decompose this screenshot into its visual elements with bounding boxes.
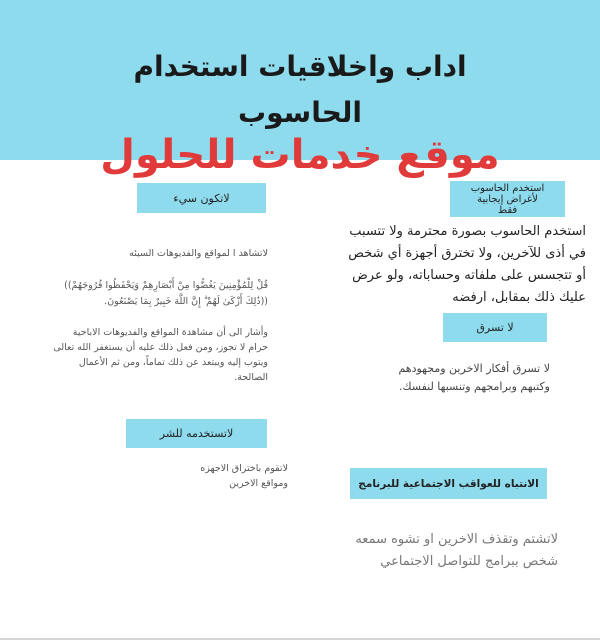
left-paragraph-2: وأشار الى أن مشاهدة المواقع والفديوهات الاباحية حرام لا تجوز، ومن فعل ذلك عليه أن يستغفر الله تعالى ويتوب إليه ويبتعد عن ذلك تماماً، ومن ثم الأعمال الصالحة.: [53, 327, 268, 383]
title-line-2: الحاسوب: [237, 96, 363, 129]
left-paragraph-3: لاتقوم باختراق الاجهزه ومواقع الاخرين: [200, 463, 288, 489]
title-line-1: اداب واخلاقيات استخدام: [133, 50, 467, 83]
right-paragraph-3: لاتشتم وتقذف الاخرين او تشوه سمعه شخص ببرامج للتواصل الاجتماعي: [355, 532, 558, 569]
right-paragraph-1: استخدم الحاسوب بصورة محترمة ولا تتسبب في أذى للآخرين، ولا تخترق أجهزة أي شخص أو تتجسس على ملفاته وحساباته، ولو عرض عليك ذلك بمقابل، ارفضه: [348, 224, 586, 305]
right-heading-3: الانتباه للعواقب الاجتماعية للبرنامج: [358, 477, 539, 490]
left-heading-box-1: [137, 183, 266, 213]
left-paragraph-1: لاتشاهد ا لمواقع والفديوهات السيئه: [129, 248, 268, 259]
right-heading-box-3: [350, 468, 547, 499]
right-heading-box-1: استخدم الحاسوب لأغراض إيجابية فقط: [450, 181, 565, 217]
left-heading-box-2: [126, 419, 267, 448]
left-heading-2: لاتستخدمه للشر: [159, 427, 234, 440]
page-title: [60, 44, 540, 136]
right-paragraph-2: لا تسرق أفكار الاخرين ومجهودهم وكتبهم وبرامجهم وتنسبها لنفسك.: [398, 362, 550, 393]
watermark-text: موقع خدمات للحلول: [100, 132, 500, 178]
left-quote: قُلْ لِلْمُؤْمِنِينَ يَغُضُّوا مِنْ أَبْصَارِهِمْ وَيَحْفَظُوا فُرُوجَهُمْ)) ((ذَٰلِكَ أَزْكَىٰ لَهُمْ ۗ إِنَّ اللَّهَ خَبِيرٌ بِمَا يَصْنَعُونَ.: [64, 280, 268, 307]
right-heading-box-2: [443, 313, 547, 342]
left-heading-1: لاتكون سيء: [173, 191, 230, 205]
right-heading-2: لا تسرق: [476, 321, 514, 334]
